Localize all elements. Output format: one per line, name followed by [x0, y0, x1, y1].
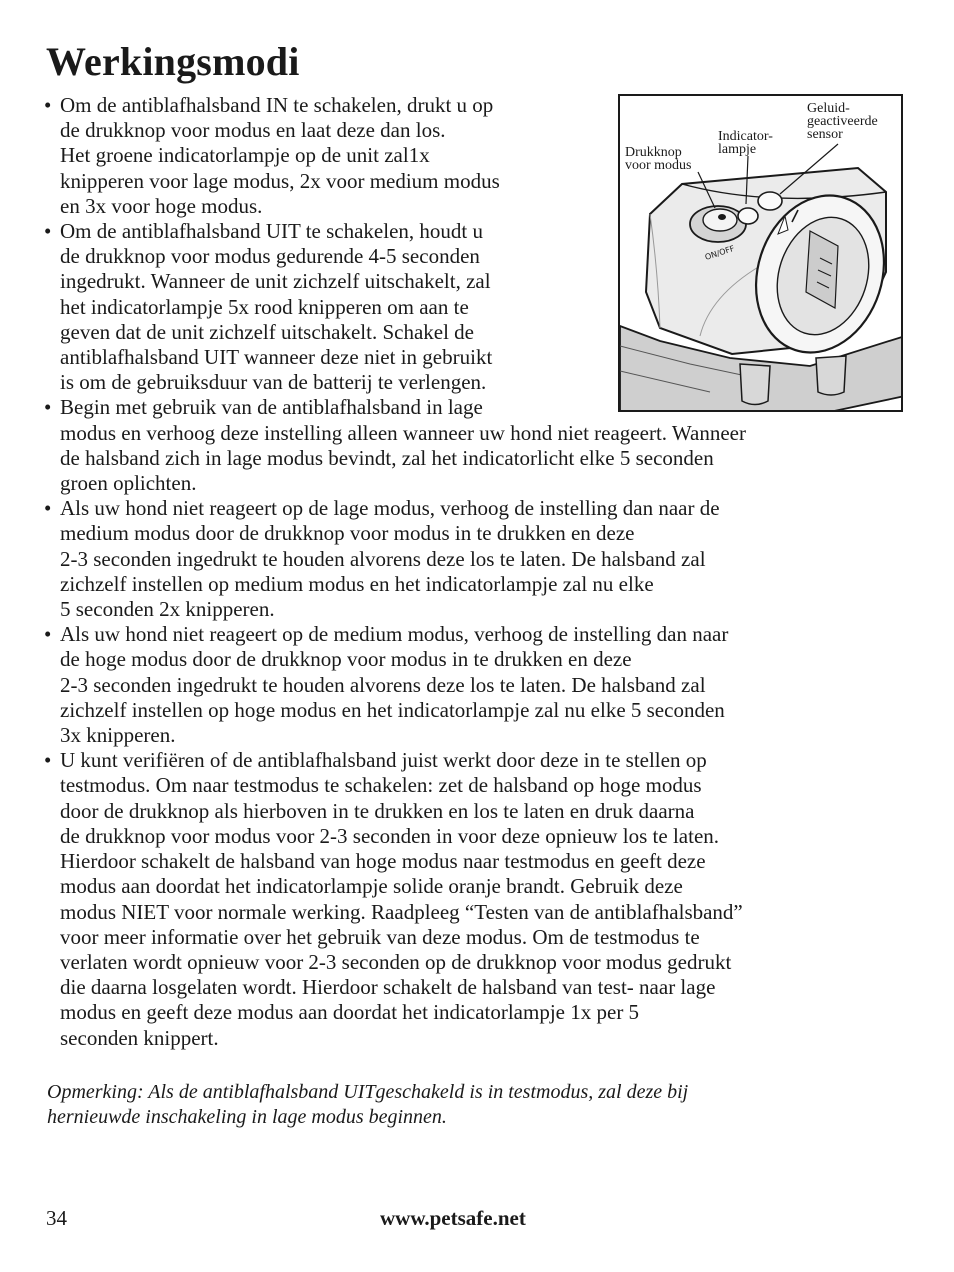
on-off-switch-text: ON/OFF [703, 243, 736, 262]
operating-modes-list [44, 93, 916, 1051]
page-number: 34 [46, 1206, 67, 1230]
bullet-test-mode: • U kunt verifiëren of de antiblafhalsband juist werkt door deze in te stellen op testmodus. Om naar testmodus te schakelen: zet de halsband op hoge modus door de drukknop als hierboven in te drukken en los te laten en druk daarna de drukknop voor modus voor 2-3 seconden in voor deze opnieuw los te laten. Hierdoor schakelt de halsband van hoge modus naar testmodus en geeft deze modus aan doordat het indicatorlampje solide oranje brandt. Gebruik deze modus NIET voor normale werking. Raadpleeg “Testen van de antiblafhalsband” voor meer informatie over het gebruik van deze modus. Om de testmodus te verlaten wordt opnieuw voor 2-3 seconden op de drukknop voor modus gedrukt die daarna losgelaten wordt. Hierdoor schakelt de halsband van test- naar lage modus en geeft deze modus aan doordat het indicatorlampje 1x per 5 seconden knippert. [44, 748, 916, 1050]
bullet-switch-on: • Om de antiblafhalsband IN te schakelen, drukt u op de drukknop voor modus en laat deze dan los. Het groene indicatorlampje op de unit zal1x knipperen voor lage modus, 2x voor medium modus en 3x voor hoge modus. [44, 93, 916, 219]
bullet-high-mode: • Als uw hond niet reageert op de medium modus, verhoog de instelling dan naar de hoge modus door de drukknop voor modus in te drukken en deze 2-3 seconden ingedrukt te houden alvorens deze los te laten. De halsband zal zichzelf instellen op hoge modus en het indicatorlampje zal nu elke 5 seconden 3x knipperen. [44, 622, 916, 748]
label-indicator-light: Indicator- lampje [718, 129, 773, 157]
label-sound-sensor: Geluid- geactiveerde sensor [807, 101, 878, 142]
bullet-low-mode: • Begin met gebruik van de antiblafhalsband in lage modus en verhoog deze instelling alleen wanneer uw hond niet reageert. Wanneer de halsband zich in lage modus bevindt, zal het indicatorlicht elke 5 seconden groen oplichten. [44, 395, 916, 496]
label-mode-button: Drukknop voor modus [625, 145, 692, 173]
footer-url[interactable]: www.petsafe.net [380, 1206, 526, 1230]
bullet-medium-mode: • Als uw hond niet reageert op de lage modus, verhoog de instelling dan naar de medium modus door de drukknop voor modus in te drukken en deze 2-3 seconden ingedrukt te houden alvorens deze los te laten. De halsband zal zichzelf instellen op medium modus en het indicatorlampje zal nu elke 5 seconden 2x knipperen. [44, 496, 916, 622]
note-text: Opmerking: Als de antiblafhalsband UITgeschakeld is in testmodus, zal deze bij hernieuwde inschakeling in lage modus beginnen. [47, 1081, 689, 1128]
page-title: Werkingsmodi [46, 39, 300, 84]
bullet-switch-off: • Om de antiblafhalsband UIT te schakelen, houdt u de drukknop voor modus gedurende 4-5 seconden ingedrukt. Wanneer de unit zichzelf uitschakelt, zal het indicatorlampje 5x rood knipperen om aan te geven dat de unit zichzelf uitschakelt. Schakel de antiblafhalsband UIT wanneer deze niet in gebruikt is om de gebruiksduur van de batterij te verlengen. [44, 219, 916, 395]
